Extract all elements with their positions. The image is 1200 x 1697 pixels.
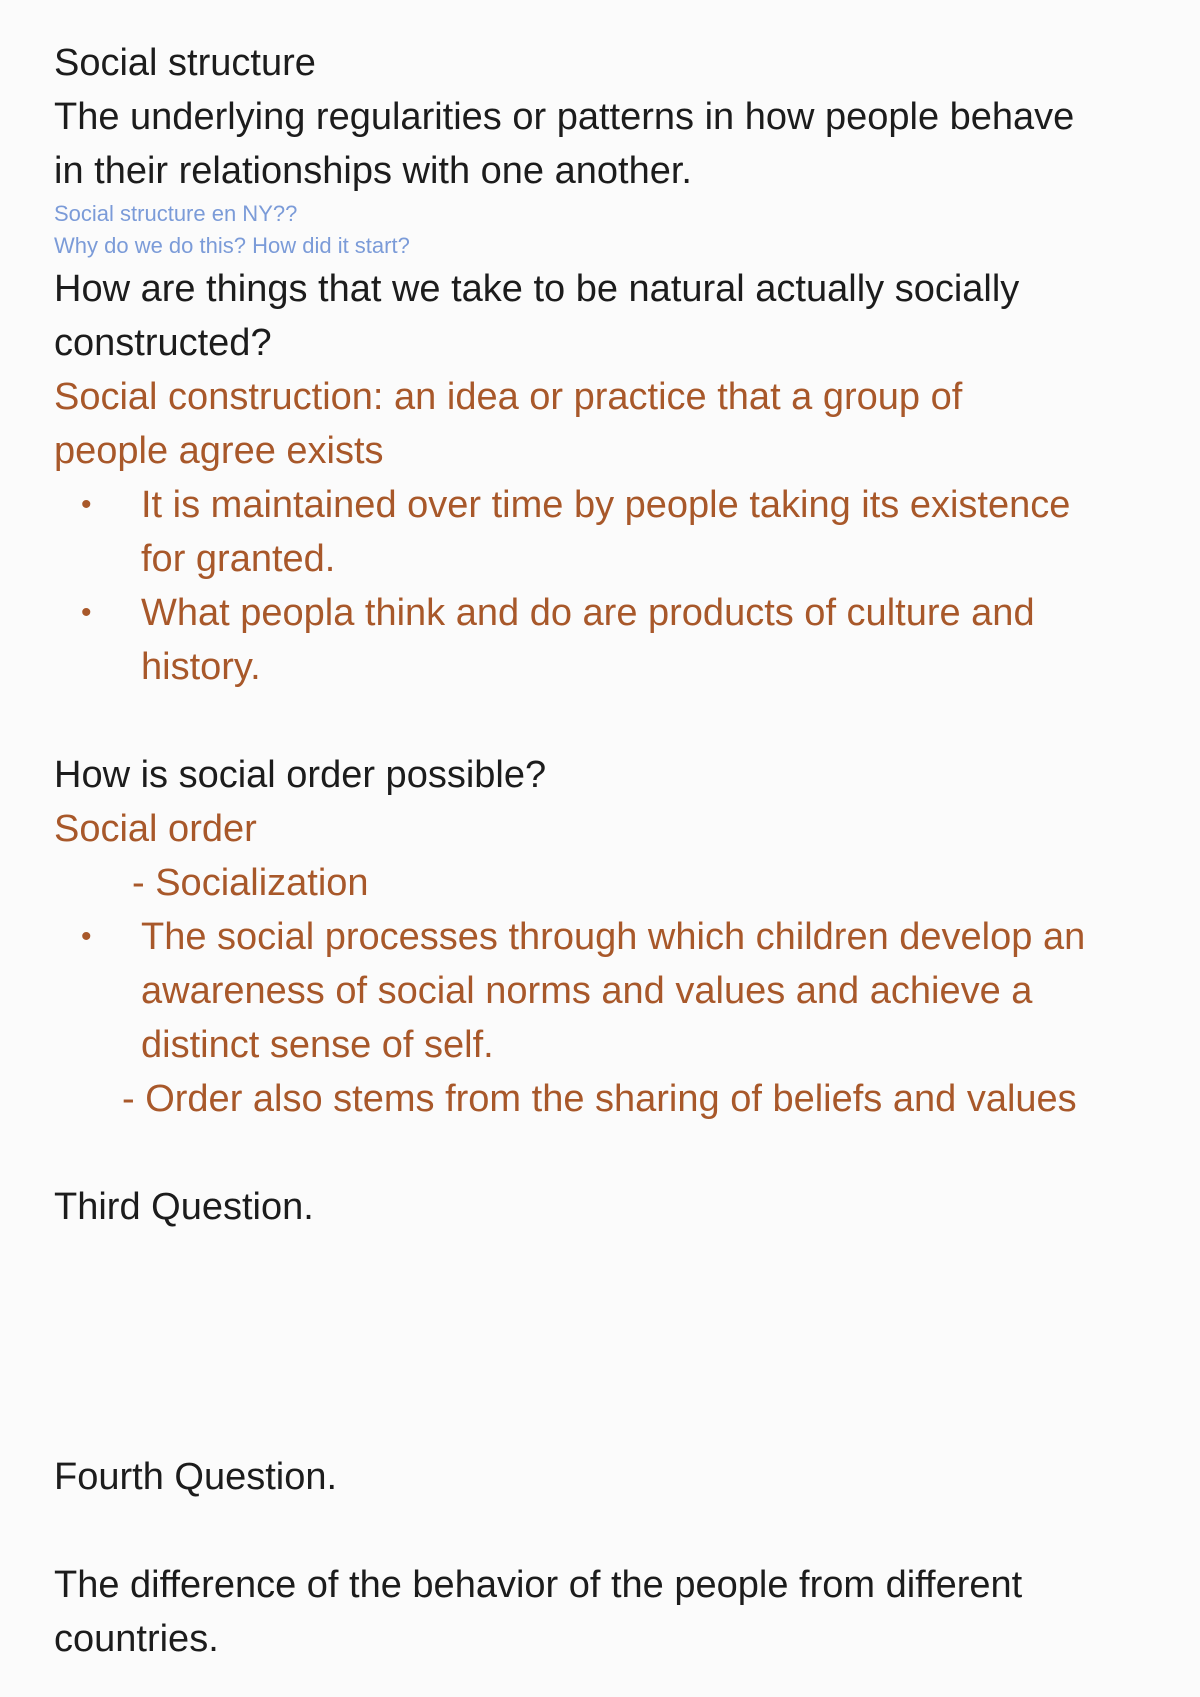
social-order-label: Social order <box>54 808 257 850</box>
note-body <box>54 36 1164 1666</box>
definition-line: The underlying regularities or patterns in how people behave <box>54 96 1075 138</box>
question-fourth: Fourth Question. <box>54 1456 338 1498</box>
annotation-text: Social structure en NY?? <box>54 201 298 226</box>
question-line: How are things that we take to be natural actually socially <box>54 268 1020 310</box>
construction-definition-line: Social construction: an idea or practice that a group of <box>54 376 963 418</box>
bullet-icon: • <box>81 920 92 953</box>
heading-social-structure: Social structure <box>54 42 316 84</box>
blank-area <box>54 1234 1164 1450</box>
difference-line: The difference of the behavior of the people from different <box>54 1564 1023 1606</box>
difference-line: countries. <box>54 1618 219 1660</box>
bullet-item <box>54 910 1164 1072</box>
blank-line <box>54 1126 1164 1180</box>
bullet-item <box>54 586 1164 694</box>
question-third: Third Question. <box>54 1186 314 1228</box>
bullet-text-line: What peopla think and do are products of culture and <box>141 592 1035 634</box>
socialization-dash-item: - Socialization <box>132 862 369 904</box>
bullet-text-line: for granted. <box>141 538 336 580</box>
bullet-text-line: It is maintained over time by people taking its existence <box>141 484 1071 526</box>
question-line: constructed? <box>54 322 272 364</box>
bullet-icon: • <box>81 596 92 629</box>
bullet-icon: • <box>81 488 92 521</box>
bullet-text-line: distinct sense of self. <box>141 1024 494 1066</box>
order-dash-item: - Order also stems from the sharing of beliefs and values <box>122 1078 1077 1120</box>
blank-line <box>54 694 1164 748</box>
bullet-text-line: awareness of social norms and values and achieve a <box>141 970 1033 1012</box>
construction-definition-line: people agree exists <box>54 430 384 472</box>
definition-line: in their relationships with one another. <box>54 150 692 192</box>
question-social-order: How is social order possible? <box>54 754 547 796</box>
bullet-item <box>54 478 1164 586</box>
blank-line <box>54 1504 1164 1558</box>
bullet-text-line: The social processes through which children develop an <box>141 916 1086 958</box>
annotation-text: Why do we do this? How did it start? <box>54 233 410 258</box>
bullet-text-line: history. <box>141 646 261 688</box>
